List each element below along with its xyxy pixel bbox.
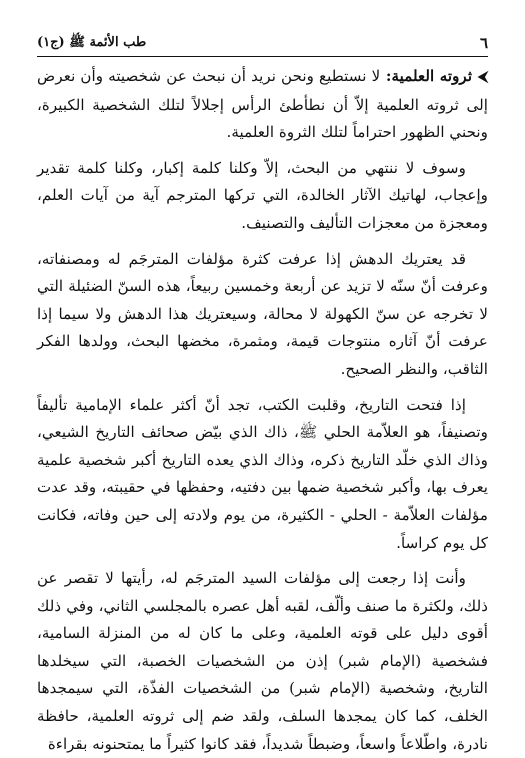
section-title-separator: :	[380, 67, 392, 85]
running-header	[37, 30, 488, 52]
paragraph: قد يعتريك الدهش إذا عرفت كثرة مؤلفات المترجَم له ومصنفاته، وعرفت أنّ سنّه لا تزيد عن أربعة وخمسين ربيعاً، هذه السنّ الضئيلة التي لا تخرجه عن سنّ الكهولة لا محالة، وسيعتريك هذا الدهش ولا سيما إذا عرفت أنّ آثاره منتوجات قيمة، ومثمرة، مخضها البحث، وولدها الفكر الثاقب، والنظر الصحيح.	[37, 249, 488, 378]
paragraph-section-opening	[37, 63, 488, 147]
running-title: طب الأئمة ﷺ (ج١)	[37, 35, 147, 50]
paragraph: وسوف لا ننتهي من البحث، إلاّ وكلنا كلمة إكبار، وكلنا كلمة تقدير وإعجاب، لهاتيك الآثار الخالدة، التي تركها المترجم آية من آيات العلم، ومعجزة من معجزات التأليف والتصنيف.	[37, 158, 488, 232]
body-text	[37, 63, 488, 758]
page-number: ٦	[479, 34, 488, 52]
header-rule	[37, 56, 488, 57]
arrow-left-icon: ⮜	[478, 69, 488, 85]
section-title: ثروته العلمية	[391, 67, 473, 85]
paragraph-text: لا نستطيع ونحن نريد أن نبحث عن شخصيته وأن نعرض إلى ثروته العلمية إلاّ أن نطأطئ الرأس إجلالاً لتلك الشخصية الكبيرة، ونحني الظهور احتراماً لتلك الثروة العلمية.	[37, 67, 488, 142]
paragraph: وأنت إذا رجعت إلى مؤلفات السيد المترجَم له، رأيتها لا تقصر عن ذلك، ولكثرة ما صنف وألّف، لقبه أهل عصره بالمجلسي الثاني، وفي ذلك أقوى دليل على قوته العلمية، وعلى ما كان له من المنزلة السامية، فشخصية (الإمام شبر) إذن من الشخصيات الخصبة، التي سيخلدها التاريخ، وشخصية (الإمام شبر) من الشخصيات الفذّة، التي سيمجدها الخلف، كما كان يمجدها السلف، ولقد ضم إلى ثروته العلمية، حافظة نادرة، واطّلاعاً واسعاً، وضبطاً شديداً، فقد كانوا كثيراً ما يمتحنونه بقراءة	[37, 569, 488, 753]
paragraph: إذا فتحت التاريخ، وقلبت الكتب، تجد أنّ أكثر علماء الإمامية تأليفاً وتصنيفاً، هو العلاّمة الحلي ﷺ، ذاك الذي بيّض صحائف التاريخ الشيعي، وذاك الذي خلّد التاريخ ذكره، وذاك الذي يعده التاريخ أكبر شخصية علمية يعرف بها، وأكبر شخصية ضمها بين دفتيه، وحفظها في حقيبته، وقد عدت مؤلفات العلاّمة - الحلي - الكثيرة، من يوم ولادته إلى حين وفاته، فكانت كل يوم كراساً.	[37, 395, 488, 552]
book-page	[37, 30, 488, 753]
